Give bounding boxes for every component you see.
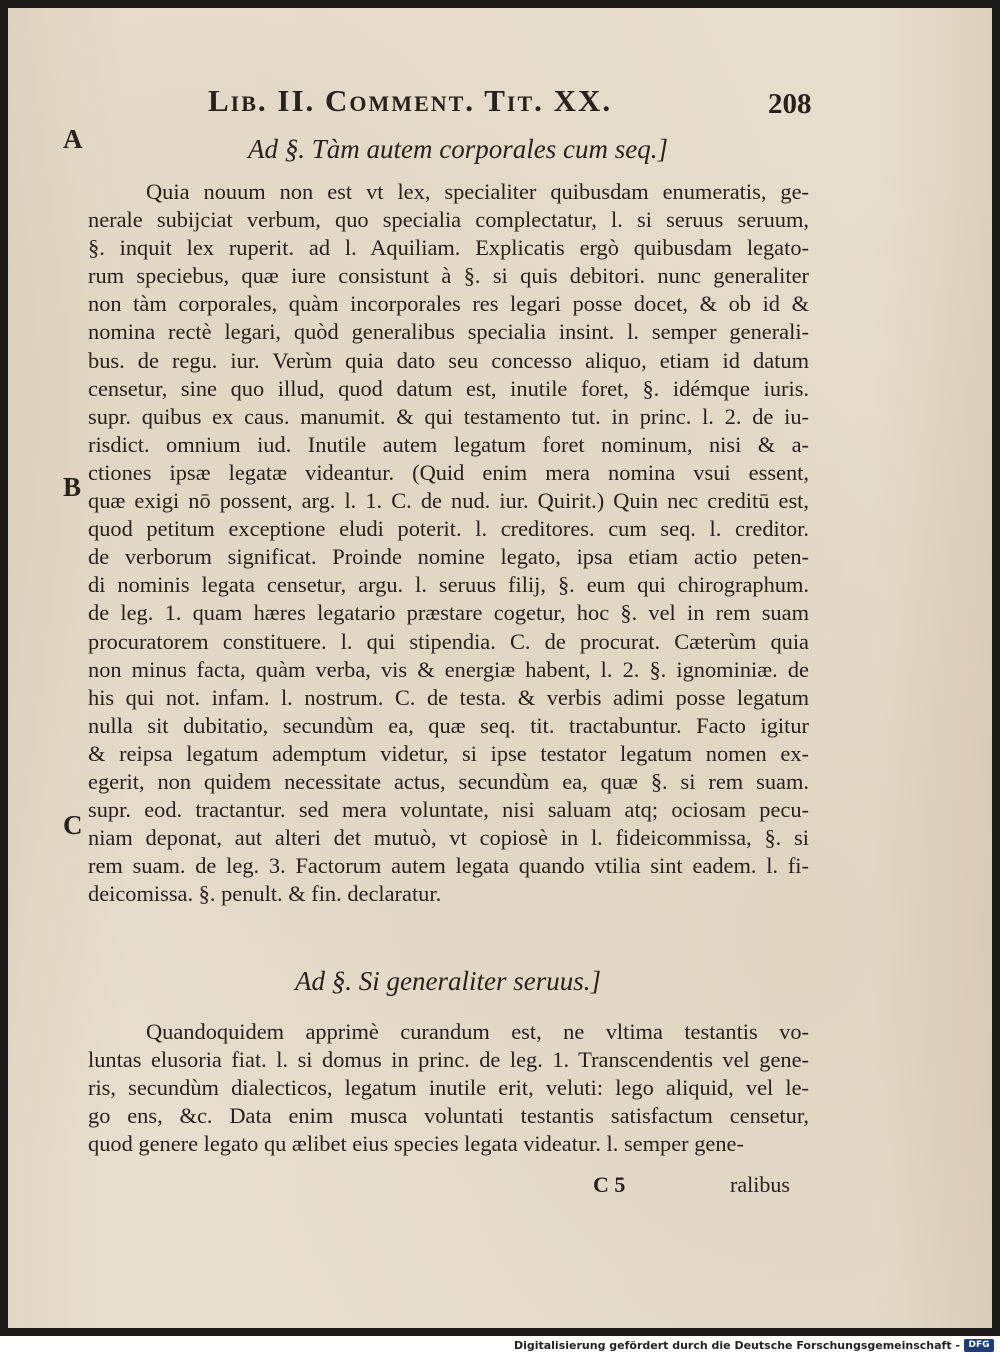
text-line: supr. eod. tractantur. sed mera voluntate, nisi saluam atq; ociosam pecu- <box>88 797 809 823</box>
text-line: egerit, non quidem necessitate actus, secundùm ea, quæ §. si rem suam. <box>88 768 809 794</box>
text-line: rum speciebus, quæ iure consistunt à §. si quis debitori. nunc generaliter <box>88 263 809 289</box>
text-line: censetur, sine quo illud, quod datum est, inutile foret, §. idémque iuris. <box>88 375 809 401</box>
running-head: Lib. II. Comment. Tit. XX. <box>208 83 613 118</box>
page-number: 208 <box>768 88 812 120</box>
text-line: supr. quibus ex caus. manumit. & qui testamento tut. in princ. l. 2. de iu- <box>88 403 809 429</box>
margin-letter-a: A <box>63 124 83 154</box>
section-1-text <box>88 178 809 908</box>
dfg-logo-icon: DFG <box>964 1339 994 1352</box>
text-line: Quandoquidem apprimè curandum est, ne vltima testantis vo- <box>146 1019 809 1044</box>
text-line: luntas elusoria fiat. l. si domus in princ. de leg. 1. Transcendentis vel gene- <box>88 1047 809 1073</box>
text-line: his qui not. infam. l. nostrum. C. de testa. & verbis adimi posse legatum <box>88 684 809 710</box>
text-line: niam deponat, aut alteri det mutuò, vt copiosè in l. fideicommissa, §. si <box>88 825 809 851</box>
text-line: nerale subijciat verbum, quo specialia complectatur, l. si seruus seruum, <box>88 207 809 233</box>
text-line: §. inquit lex ruperit. ad l. Aquiliam. Explicatis ergò quibusdam legato- <box>88 235 809 261</box>
text-line: quod genere legato qu ælibet eius species legata videatur. l. semper gene- <box>88 1131 744 1157</box>
text-line: go ens, &c. Data enim musca voluntati testantis satisfactum censetur, <box>88 1103 809 1129</box>
margin-letter-b: B <box>63 472 82 502</box>
text-line: di nominis legata censetur, argu. l. seruus filij, §. eum qui chirographum. <box>88 572 809 598</box>
text-line: risdict. omnium iud. Inutile autem legatum foret nominum, nisi & a- <box>88 431 809 457</box>
signature-mark: C 5 <box>593 1172 626 1197</box>
text-line: quæ exigi nō possent, arg. l. 1. C. de nud. iur. Quirit.) Quin nec creditū est, <box>88 488 809 514</box>
footer-bar <box>0 1336 1000 1356</box>
text-line: quod petitum exceptione eludi poterit. l. creditores. cum seq. l. creditor. <box>88 516 809 542</box>
text-line: nomina rectè legari, quòd generalibus specialia insint. l. semper generali- <box>88 319 809 345</box>
text-line: ris, secundùm dialecticos, legatum inutile erit, veluti: lego aliquid, vel le- <box>88 1075 809 1101</box>
text-line: ctiones ipsæ legatæ videantur. (Quid enim mera nomina vsui essent, <box>88 459 809 485</box>
text-line: Quia nouum non est vt lex, specialiter quibusdam enumeratis, ge- <box>146 179 809 204</box>
margin-letter-c: C <box>63 810 83 840</box>
text-line: non tàm corporales, quàm incorporales res legari posse docet, & ob id & <box>88 291 809 317</box>
book-page <box>8 8 992 1328</box>
text-line: & reipsa legatum ademptum videtur, si ipse testator legatum nomen ex- <box>88 740 809 766</box>
text-line: rem suam. de leg. 3. Factorum autem legata quando vtilia sint eadem. l. fi- <box>88 853 809 879</box>
text-line: deicomissa. §. penult. & fin. declaratur. <box>88 881 442 907</box>
section-2-text <box>88 1018 809 1158</box>
text-line: nulla sit dubitatio, secundùm ea, quæ seq. tit. tractabuntur. Facto igitur <box>88 712 809 738</box>
section-heading-2: Ad §. Si generaliter seruus.] <box>295 966 601 996</box>
text-line: de verborum significat. Proinde nomine legato, ipsa etiam actio peten- <box>88 544 809 570</box>
section-heading-1: Ad §. Tàm autem corporales cum seq.] <box>248 134 668 164</box>
catchword: ralibus <box>730 1172 790 1197</box>
text-line: de leg. 1. quam hæres legatario præstare cogetur, hoc §. vel in rem suam <box>88 600 809 626</box>
funding-credit: Digitalisierung gefördert durch die Deutsche Forschungsgemeinschaft - <box>513 1339 960 1352</box>
text-line: bus. de regu. iur. Verùm quia dato seu concesso aliquo, etiam id datum <box>88 347 809 373</box>
text-line: procuratorem constituere. l. qui stipendia. C. de procurat. Cæterùm quia <box>88 628 809 654</box>
text-line: non minus facta, quàm verba, vis & energiæ habent, l. 2. §. ignominiæ. de <box>88 656 809 682</box>
